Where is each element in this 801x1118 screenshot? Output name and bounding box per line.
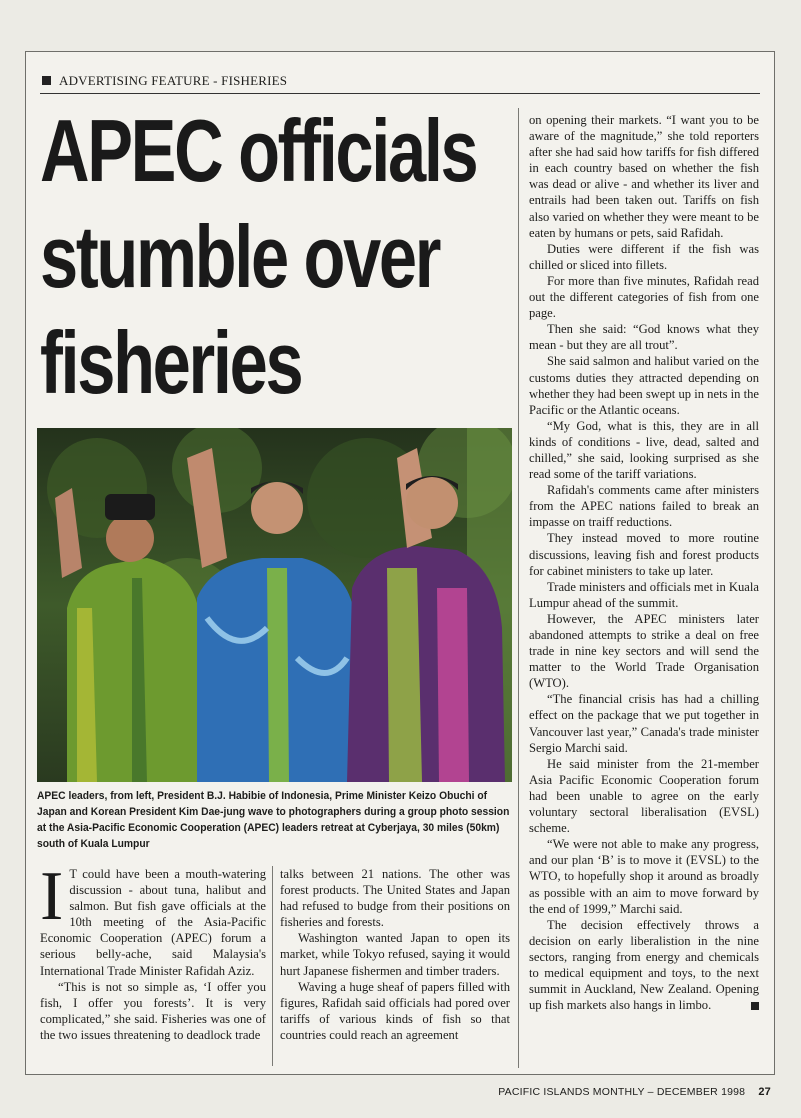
paragraph: “The financial crisis has had a chilling effect on the package that we put together in Vancouver last year,” Canada's trade minister Sergio Marchi said. <box>529 692 759 755</box>
paragraph: “This is not so simple as, ‘I offer you fish, I offer you forests’. It is very complicated,” she said. Fisheries was one of the two issues threatening to deadlock trade <box>40 979 266 1042</box>
article-column-2 <box>280 866 510 1043</box>
paragraph: “We were not able to make any progress, and our plan ‘B’ is to move it (EVSL) to the WTO, to hopefully shop it around as broadly as possible with an aim to move forward by the end of 1999,” Marchi said. <box>529 837 759 916</box>
paragraph: He said minister from the 21-member Asia Pacific Economic Cooperation forum had been unable to agree on the early voluntary sectoral liberalisation (EVSL) scheme. <box>529 756 759 836</box>
publication-line: PACIFIC ISLANDS MONTHLY – DECEMBER 1998 <box>498 1086 746 1098</box>
section-tag-label: ADVERTISING FEATURE - FISHERIES <box>59 73 288 88</box>
paragraph: They instead moved to more routine discussions, leaving fish and forest products for cabinet ministers to take up later. <box>529 531 759 578</box>
leaders-photo <box>37 428 512 782</box>
paragraph: talks between 21 nations. The other was forest products. The United States and Japan had refused to budge from their positions on fisheries and forests. <box>280 867 510 930</box>
end-mark-icon <box>751 1002 759 1010</box>
section-tag <box>40 73 760 94</box>
page-footer <box>498 1086 771 1098</box>
paragraph: Trade ministers and officials met in Kuala Lumpur ahead of the summit. <box>529 579 759 610</box>
headline-line-3: fisheries <box>40 313 302 412</box>
paragraph: on opening their markets. “I want you to be aware of the magnitude,” she told reporters after she had said how tariffs for fish differed in each country based on whether the fish was dead or alive - and whether its liver and entrails had been taken out. Tariffs on fish also varied on whether they were meant to be eaten by humans or pets, said Rafidah. <box>529 113 759 240</box>
photo-caption: APEC leaders, from left, President B.J. Habibie of Indonesia, Prime Minister Keizo Obuchi of Japan and Korean President Kim Dae-jung wave to photographers during a group photo session at the Asia-Pacific Economic Cooperation (APEC) leaders retreat at Cyberjaya, 30 miles (50km) south of Kuala Lumpur <box>37 790 510 850</box>
paragraph: Then she said: “God knows what they mean - but they are all trout”. <box>529 322 759 353</box>
section-marker-icon <box>42 76 51 85</box>
headline-line-1: APEC officials <box>40 101 477 200</box>
headline-line-2: stumble over <box>40 207 440 306</box>
paragraph: Rafidah's comments came after ministers from the APEC nations failed to break an impasse on traiff reductions. <box>529 483 759 530</box>
paragraph: However, the APEC ministers later abandoned attempts to strike a deal on free trade in nine key sectors and will send the matter to the World Trade Organisation (WTO). <box>529 611 759 691</box>
paragraph: For more than five minutes, Rafidah read out the different categories of fish from one page. <box>529 273 759 321</box>
page-number: 27 <box>758 1086 771 1098</box>
article-column-1 <box>40 858 266 1043</box>
drop-cap: I <box>40 858 64 935</box>
headline <box>40 98 477 416</box>
column-divider <box>518 108 519 1068</box>
photo-illustration <box>37 428 512 782</box>
article-column-3 <box>529 112 759 1013</box>
paragraph: T could have been a mouth-watering discussion - about tuna, halibut and salmon. But fish gave officials at the 10th meeting of the Asia-Pacific Economic Cooperation (APEC) forum a serious belly-ache, said Malaysia's International Trade Minister Rafidah Aziz. <box>40 867 266 978</box>
paragraph: She said salmon and halibut varied on the customs duties they attracted depending on whether they had been swept up in nets in the Pacific or the Atlantic oceans. <box>529 354 759 417</box>
column-divider <box>272 866 273 1066</box>
paragraph: Duties were different if the fish was chilled or sliced into fillets. <box>529 241 759 272</box>
paragraph: Waving a huge sheaf of papers filled with figures, Rafidah said officials had pored over tariffs of various kinds of fish so that countries could reach an agreement <box>280 979 510 1042</box>
paragraph-final <box>529 917 759 1014</box>
paragraph: Washington wanted Japan to open its market, while Tokyo refused, saying it would hurt Japanese fishermen and timber traders. <box>280 931 510 978</box>
paragraph: “My God, what is this, they are in all kinds of conditions - live, dead, salted and chilled,” she said, looking surprised as she read some of the tariff variations. <box>529 418 759 482</box>
paragraph-text: The decision effectively throws a decision on early liberalistion in the nine sectors, ranging from energy and chemicals to medical equipment and toys, to the next summit in Auckland, New Zealand. Opening up fish markets also hangs in limbo. <box>529 917 759 1013</box>
